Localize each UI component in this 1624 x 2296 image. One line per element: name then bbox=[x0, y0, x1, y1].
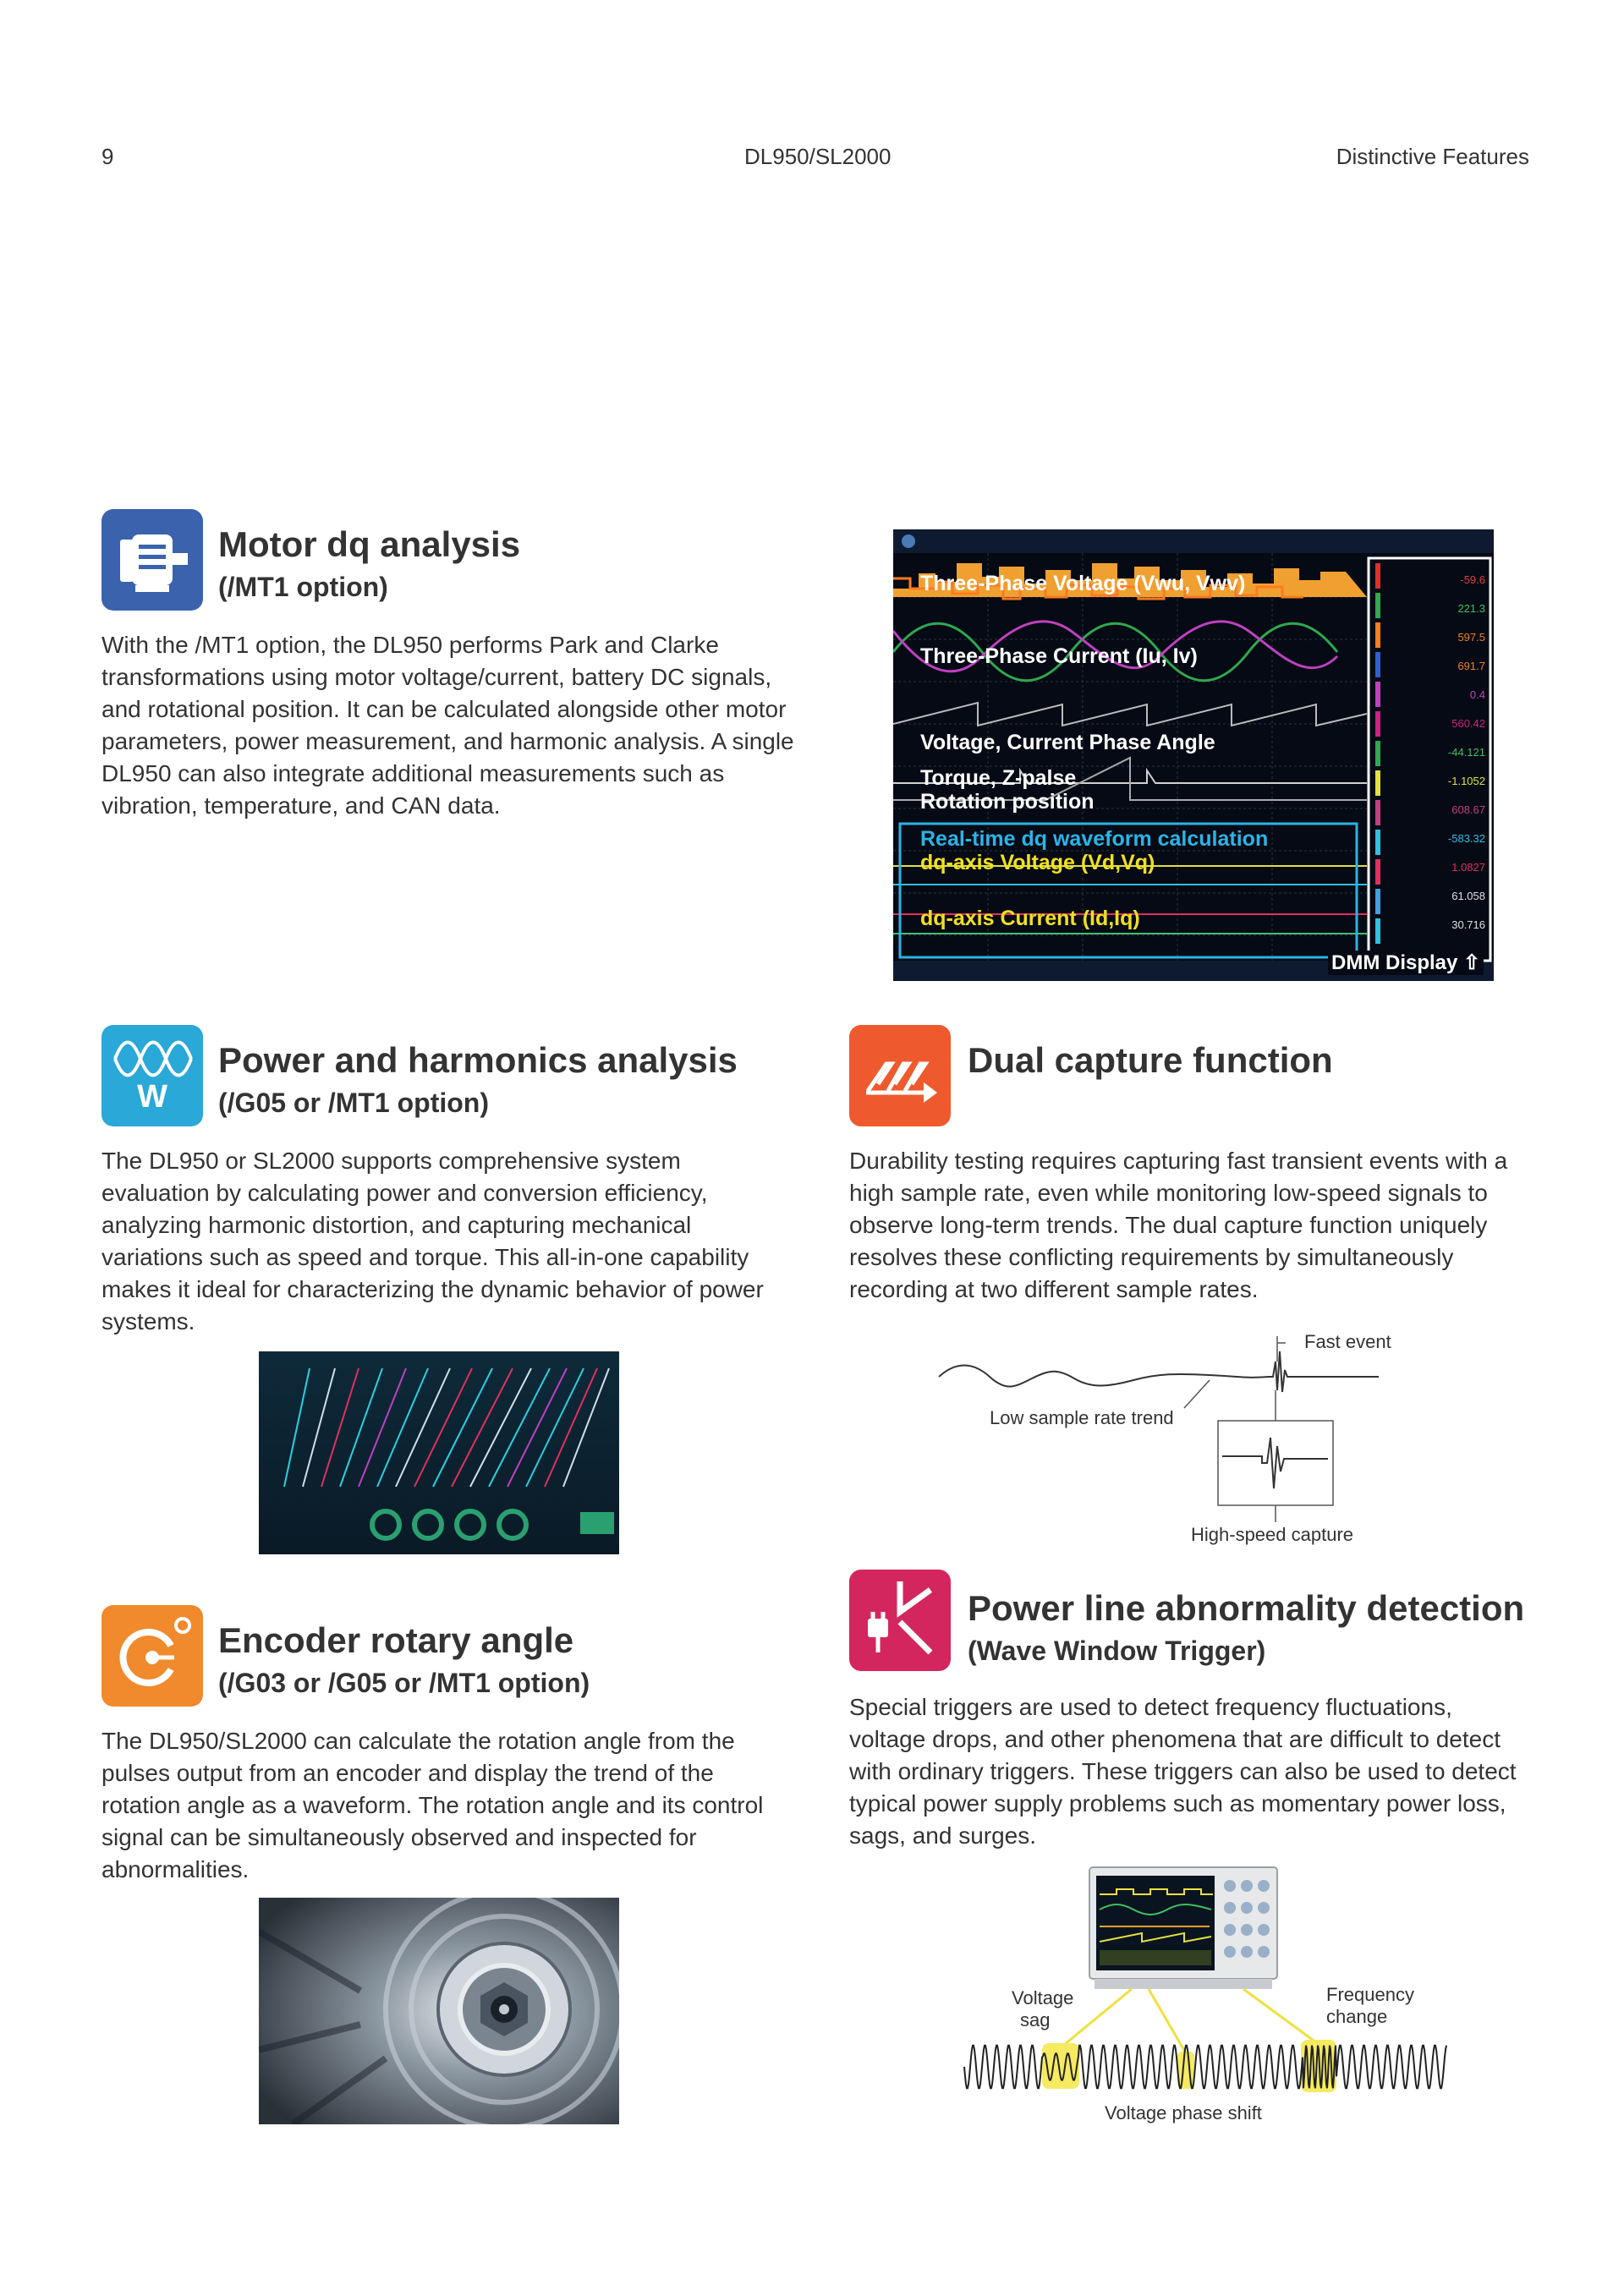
frequency-change-label-1: Frequency bbox=[1326, 1984, 1414, 2005]
motor-body: With the /MT1 option, the DL950 performs Park and Clarke transformations using motor voltage/current, battery DC signals, and rotational position. It can be calculated alongside other motor parameters, power measurement, and harmonic analysis. A single DL950 can also integrate additional measurements such as vibration, temperature, and CAN data. bbox=[102, 632, 794, 819]
dual-body: Durability testing requires capturing fast transient events with a high sample rate, even while monitoring low-speed signals to observe long-term trends. The dual capture function uniquely resolves these conflicting requirements by simultaneously recording at two different sample rates. bbox=[849, 1148, 1508, 1302]
dmm-value: 691.7 bbox=[1457, 660, 1485, 672]
power-subtitle: (/G05 or /MT1 option) bbox=[218, 1088, 489, 1118]
motor-title: Motor dq analysis bbox=[218, 524, 521, 564]
screen-label-realtime: Real-time dq waveform calculation bbox=[920, 827, 1269, 851]
dmm-value: 560.42 bbox=[1451, 717, 1485, 730]
power-line-icon bbox=[849, 1570, 951, 1671]
dmm-value: 0.4 bbox=[1469, 688, 1485, 701]
high-speed-label: High-speed capture bbox=[1191, 1524, 1354, 1545]
low-rate-label: Low sample rate trend bbox=[990, 1407, 1174, 1428]
dmm-value: 30.716 bbox=[1451, 918, 1485, 931]
screen-label-phase-angle: Voltage, Current Phase Angle bbox=[920, 731, 1215, 754]
section-title: Distinctive Features bbox=[1336, 144, 1529, 169]
fast-event-label: Fast event bbox=[1304, 1331, 1391, 1352]
motor-dq-screenshot bbox=[893, 529, 1494, 981]
dual-capture-diagram bbox=[930, 1328, 1404, 1548]
dmm-value: -1.1052 bbox=[1447, 775, 1485, 787]
screen-label-dq-voltage: dq-axis Voltage (Vd,Vq) bbox=[920, 851, 1155, 874]
encoder-subtitle: (/G03 or /G05 or /MT1 option) bbox=[218, 1668, 590, 1698]
power-body: The DL950 or SL2000 supports comprehensive system evaluation by calculating power and conversion efficiency, analyzing harmonic distortion, and capturing mechanical variations such as speed and torque. This all-in-one capability makes it ideal for characterizing the dynamic behavior of power systems. bbox=[102, 1148, 764, 1334]
voltage-sag-label-2: sag bbox=[1020, 2009, 1051, 2030]
dmm-value: 1.0827 bbox=[1451, 861, 1485, 874]
frequency-change-label-2: change bbox=[1326, 2006, 1388, 2027]
dmm-value: -59.6 bbox=[1460, 573, 1485, 586]
dual-capture-icon bbox=[849, 1025, 951, 1126]
encoder-title: Encoder rotary angle bbox=[218, 1620, 574, 1660]
screen-label-rotation: Rotation position bbox=[920, 790, 1095, 814]
encoder-icon bbox=[102, 1605, 203, 1707]
dmm-value: 608.67 bbox=[1451, 803, 1485, 816]
page-number: 9 bbox=[102, 144, 114, 169]
dmm-value: 597.5 bbox=[1457, 631, 1485, 644]
voltage-sag-label-1: Voltage bbox=[1012, 1987, 1074, 2008]
powerline-title: Power line abnormality detection bbox=[968, 1588, 1525, 1628]
powerline-diagram bbox=[947, 1860, 1455, 2131]
power-title: Power and harmonics analysis bbox=[218, 1040, 738, 1080]
power-harmonics-icon bbox=[102, 1025, 203, 1126]
arrow-up-icon: ⇧ bbox=[1463, 951, 1481, 974]
dmm-display-label bbox=[1328, 951, 1484, 975]
dmm-value: 61.058 bbox=[1451, 890, 1485, 902]
encoder-image bbox=[259, 1898, 619, 2124]
dmm-display-text: DMM Display bbox=[1331, 951, 1458, 974]
document-title: DL950/SL2000 bbox=[744, 144, 892, 169]
screen-label-torque: Torque, Z-palse bbox=[920, 766, 1077, 790]
dmm-values bbox=[1389, 573, 1485, 947]
screen-label-current: Three-Phase Current (Iu, Iv) bbox=[920, 644, 1198, 668]
powerline-body: Special triggers are used to detect frequency fluctuations, voltage drops, and other phenomena that are difficult to detect with ordinary triggers. These triggers can also be used to detect typical power supply problems such as momentary power loss, sags, and surges. bbox=[849, 1694, 1517, 1849]
power-harmonics-image bbox=[259, 1351, 619, 1554]
power-icon-letter: W bbox=[137, 1079, 167, 1115]
dmm-value: -44.121 bbox=[1447, 746, 1485, 759]
encoder-body: The DL950/SL2000 can calculate the rotation angle from the pulses output from an encoder and display the trend of the rotation angle as a waveform. The rotation angle and its control signal can be simultaneously observed and inspected for abnormalities. bbox=[102, 1728, 764, 1882]
dmm-value: -583.32 bbox=[1447, 832, 1485, 845]
voltage-phase-shift-label: Voltage phase shift bbox=[1105, 2102, 1262, 2123]
powerline-subtitle: (Wave Window Trigger) bbox=[968, 1636, 1266, 1666]
screen-label-voltage: Three-Phase Voltage (Vwu, Vwv) bbox=[920, 572, 1246, 595]
motor-icon bbox=[102, 509, 203, 611]
dmm-value: 221.3 bbox=[1457, 602, 1485, 615]
motor-subtitle: (/MT1 option) bbox=[218, 572, 388, 602]
dual-title: Dual capture function bbox=[968, 1040, 1333, 1080]
screen-label-dq-current: dq-axis Current (Id,Iq) bbox=[920, 907, 1140, 930]
